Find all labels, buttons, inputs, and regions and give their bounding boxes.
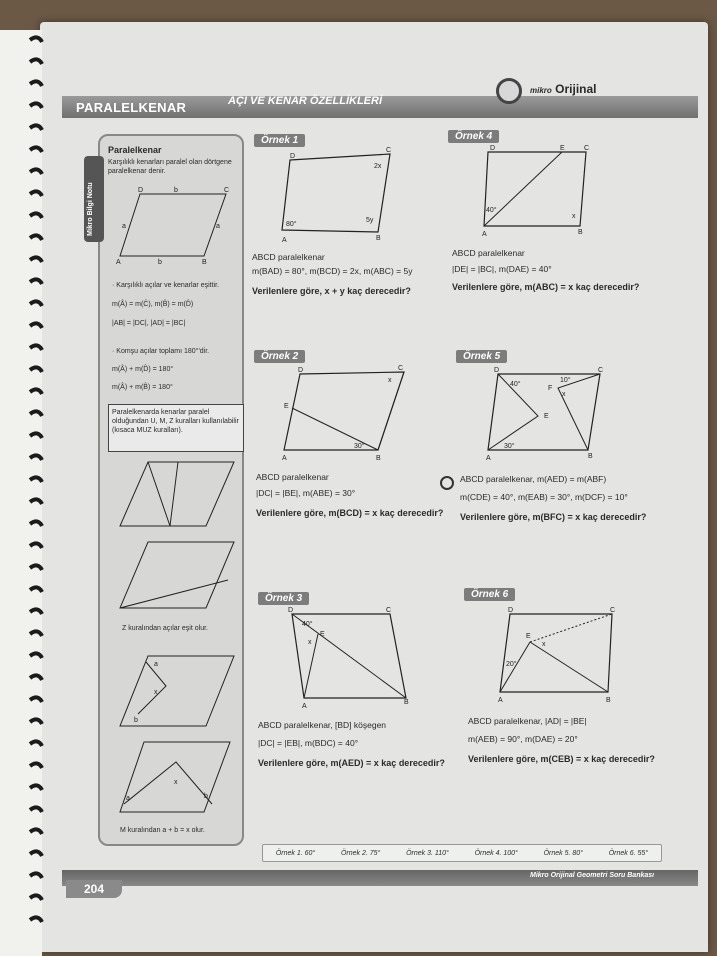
svg-text:D: D	[290, 153, 296, 160]
svg-text:C: C	[224, 187, 230, 194]
svg-text:x: x	[174, 779, 178, 786]
svg-text:x: x	[542, 641, 546, 648]
brand-main: Orijinal	[555, 82, 597, 96]
example-4-figure	[480, 146, 600, 238]
section-title: PARALELKENAR	[76, 100, 187, 115]
sidebar-eq-2: |AB| = |DC|, |AD| = |BC|	[112, 320, 186, 327]
example-1-given-1: ABCD paralelkenar	[252, 252, 325, 262]
svg-text:A: A	[482, 231, 487, 238]
svg-text:A: A	[116, 259, 121, 266]
example-6-figure	[496, 604, 620, 704]
svg-text:D: D	[298, 367, 304, 374]
example-2-label: Örnek 2	[254, 350, 305, 363]
sidebar-definition: Karşılıklı kenarları paralel olan dörtgene paralelkenar denir.	[108, 159, 232, 175]
z-rule-figure-2	[118, 540, 234, 610]
svg-text:B: B	[376, 455, 381, 462]
answer-1: Örnek 1. 60°	[275, 849, 316, 857]
z-rule-note: Z kuralından açılar eşit olur.	[122, 625, 208, 632]
example-5-given-1: ABCD paralelkenar, m(AED) = m(ABF)	[460, 474, 607, 484]
svg-text:B: B	[376, 235, 381, 242]
svg-text:x: x	[308, 639, 312, 646]
sidebar-title: Paralelkenar	[108, 145, 162, 155]
svg-text:x: x	[388, 377, 392, 384]
example-6-label: Örnek 6	[464, 588, 515, 601]
example-4-given-2: |DE| = |BC|, m(DAE) = 40°	[452, 264, 552, 274]
svg-text:A: A	[282, 237, 287, 244]
svg-text:x: x	[572, 213, 576, 220]
svg-text:A: A	[498, 697, 503, 704]
svg-text:5y: 5y	[366, 217, 374, 224]
svg-text:b: b	[174, 187, 178, 194]
svg-text:C: C	[584, 145, 590, 152]
brand-logo-icon	[496, 78, 522, 104]
svg-text:C: C	[386, 147, 392, 154]
svg-text:x: x	[562, 391, 566, 398]
svg-text:F: F	[548, 385, 553, 392]
svg-text:E: E	[320, 631, 325, 638]
example-2-given-1: ABCD paralelkenar	[256, 472, 329, 482]
svg-text:40°: 40°	[302, 621, 313, 628]
example-2-question: Verilenlere göre, m(BCD) = x kaç derecedir?	[256, 508, 444, 518]
svg-text:40°: 40°	[486, 207, 497, 214]
sidebar-eq-4: m(Â) + m(B̂) = 180°	[112, 384, 173, 391]
svg-text:30°: 30°	[504, 443, 515, 450]
example-4-label: Örnek 4	[448, 130, 499, 143]
svg-text:B: B	[404, 699, 409, 706]
sidebar-property-2: · Komşu açılar toplamı 180°'dir.	[112, 348, 210, 355]
muz-info-text: Paralelkenarda kenarlar paralel olduğundan U, M, Z kuralları kullanılabilir (kısaca MUZ kuralları).	[112, 409, 239, 434]
example-3-question: Verilenlere göre, m(AED) = x kaç derecedir?	[258, 758, 445, 768]
example-1-label: Örnek 1	[254, 134, 305, 147]
example-2-given-2: |DC| = |BE|, m(ABE) = 30°	[256, 488, 356, 498]
svg-text:2x: 2x	[374, 163, 382, 170]
svg-text:D: D	[138, 187, 144, 194]
example-5-figure	[484, 366, 610, 460]
svg-text:E: E	[544, 413, 549, 420]
svg-text:B: B	[578, 229, 583, 236]
spiral-binding	[26, 30, 46, 930]
svg-text:A: A	[282, 455, 287, 462]
example-6-given-1: ABCD paralelkenar, |AD| = |BE|	[468, 716, 587, 726]
example-5-label: Örnek 5	[456, 350, 507, 363]
example-6-given-2: m(AEB) = 90°, m(DAE) = 20°	[468, 734, 578, 744]
answer-4: Örnek 4. 100°	[474, 849, 518, 857]
svg-text:B: B	[606, 697, 611, 704]
example-3-given-2: |DC| = |EB|, m(BDC) = 40°	[258, 738, 359, 748]
z-rule-figure-3	[118, 654, 234, 728]
svg-text:E: E	[560, 145, 565, 152]
answer-5: Örnek 5. 80°	[543, 849, 583, 857]
example-3-figure	[284, 608, 414, 708]
sidebar-eq-1: m(Â) = m(Ĉ), m(B̂) = m(D̂)	[112, 301, 194, 308]
svg-text:10°: 10°	[560, 377, 571, 384]
sidebar-property-1: · Karşılıklı açılar ve kenarlar eşittir.	[112, 282, 219, 289]
svg-text:a: a	[122, 223, 126, 230]
example-1-figure	[278, 147, 398, 244]
answer-2: Örnek 2. 75°	[340, 849, 381, 857]
svg-text:D: D	[288, 607, 294, 614]
svg-text:A: A	[486, 455, 491, 462]
svg-text:b: b	[134, 717, 138, 724]
svg-text:b: b	[204, 793, 208, 800]
svg-text:b: b	[158, 259, 162, 266]
svg-text:a: a	[126, 795, 130, 802]
example-6-question: Verilenlere göre, m(CEB) = x kaç derecedir?	[468, 754, 655, 764]
svg-text:D: D	[508, 607, 514, 614]
sidebar-eq-3: m(Â) + m(D̂) = 180°	[112, 366, 174, 373]
svg-text:40°: 40°	[510, 381, 521, 388]
svg-text:30°: 30°	[354, 443, 365, 450]
svg-text:C: C	[398, 365, 404, 372]
svg-text:A: A	[302, 703, 307, 710]
brand-small: mikro	[530, 86, 552, 95]
example-4-given-1: ABCD paralelkenar	[452, 248, 525, 258]
svg-text:a: a	[216, 223, 220, 230]
answer-key	[262, 844, 662, 862]
m-rule-figure	[118, 740, 234, 814]
svg-text:E: E	[526, 633, 531, 640]
svg-text:D: D	[494, 367, 500, 374]
sidebar-tab-label: Mikro Bilgi Notu	[87, 182, 94, 236]
example-3-given-1: ABCD paralelkenar, [BD] köşegen	[258, 720, 387, 730]
section-subtitle: AÇI VE KENAR ÖZELLİKLERİ	[228, 95, 383, 107]
book-title: Mikro Orijinal Geometri Soru Bankası	[530, 872, 655, 879]
sidebar-figure-parallelogram	[112, 184, 232, 264]
svg-text:D: D	[490, 145, 496, 152]
answer-3: Örnek 3. 110°	[406, 849, 449, 857]
example-3-label: Örnek 3	[258, 592, 309, 605]
svg-text:B: B	[588, 453, 593, 460]
example-5-question: Verilenlere göre, m(BFC) = x kaç derecedir?	[460, 512, 647, 522]
logo-small-icon	[440, 476, 454, 490]
answer-6: Örnek 6. 55°	[608, 849, 649, 857]
example-1-question: Verilenlere göre, x + y kaç derecedir?	[252, 286, 411, 296]
example-5-given-2: m(CDE) = 40°, m(EAB) = 30°, m(DCF) = 10°	[460, 492, 628, 502]
svg-text:E: E	[284, 403, 289, 410]
z-rule-figure-1	[118, 460, 234, 530]
sidebar-tab	[84, 156, 104, 242]
example-4-question: Verilenlere göre, m(ABC) = x kaç derecedir?	[452, 282, 640, 292]
brand-name	[530, 82, 596, 96]
page-number: 204	[66, 880, 122, 898]
svg-text:C: C	[610, 607, 616, 614]
svg-text:80°: 80°	[286, 221, 297, 228]
m-rule-note: M kuralından a + b = x olur.	[120, 827, 205, 834]
svg-text:C: C	[386, 607, 392, 614]
svg-text:20°: 20°	[506, 661, 517, 668]
svg-text:x: x	[154, 689, 158, 696]
svg-text:C: C	[598, 367, 604, 374]
example-2-figure	[280, 366, 410, 460]
svg-text:B: B	[202, 259, 207, 266]
svg-text:a: a	[154, 661, 158, 668]
example-1-given-2: m(BAD) = 80°, m(BCD) = 2x, m(ABC) = 5y	[252, 266, 413, 276]
